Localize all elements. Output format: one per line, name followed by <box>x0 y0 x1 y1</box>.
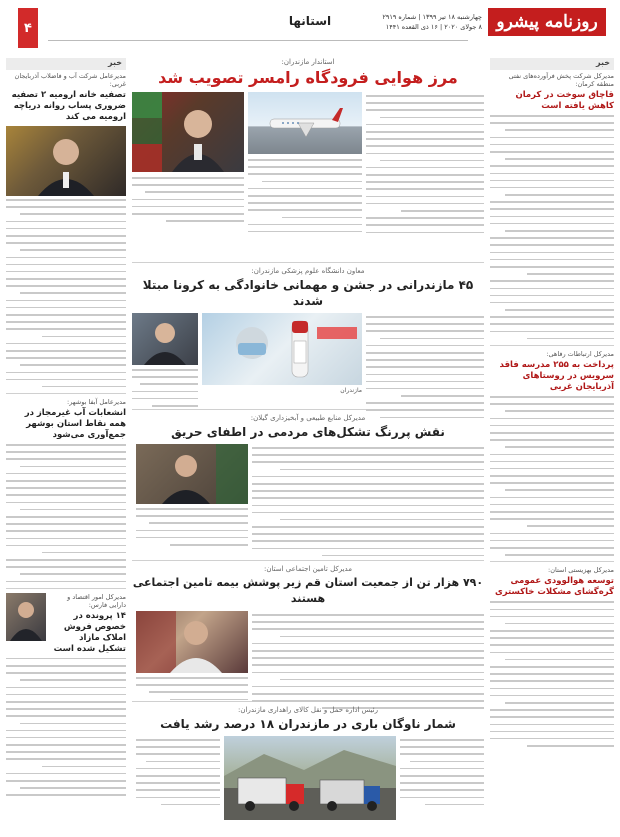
story-lede: رئیس اداره حمل و نقل کالای راهداری مازندران: <box>238 706 378 714</box>
airport-plane-photo <box>248 92 362 154</box>
date-block <box>382 12 482 32</box>
story-headline: نقش پررنگ تشکل‌های مردمی در اطفای حریق <box>171 425 445 439</box>
story-headline: ۴۵ مازندرانی در جشن و مهمانی خانوادگی به کرونا مبتلا شدند <box>142 278 474 308</box>
truck-icon <box>224 736 396 820</box>
story-headline: ۱۴ پرونده در خصوص فروش املاک مازاد تشکیل شده است <box>53 610 126 654</box>
portrait-icon <box>136 611 248 673</box>
test-tube-icon <box>202 313 362 385</box>
official-portrait <box>136 611 248 673</box>
story-body <box>6 658 126 796</box>
story-kicker: مدیرکل امور اقتصاد و دارایی فارس: <box>67 592 126 609</box>
date-line-1: چهارشنبه ۱۸ تیر ۱۳۹۹ | شماره ۲۹۱۹ <box>382 13 482 21</box>
center-story-1 <box>132 58 484 258</box>
trucks-photo <box>224 736 396 820</box>
portrait-icon <box>132 313 198 365</box>
photo-caption: مازندران <box>340 387 362 394</box>
center-story-2 <box>132 267 484 405</box>
governor-portrait <box>132 92 244 172</box>
official-portrait <box>132 313 198 365</box>
date-line-2: ۸ جولای ۲۰۲۰ | ۱۶ ذی القعده ۱۴۴۱ <box>385 23 482 31</box>
airplane-icon <box>248 92 362 154</box>
divider <box>6 588 126 589</box>
right-story-3 <box>490 566 614 746</box>
right-column <box>490 72 614 832</box>
story-body-col <box>366 92 484 247</box>
official-portrait <box>136 444 248 504</box>
left-story-1 <box>6 72 126 387</box>
left-story-2 <box>6 398 126 582</box>
story-headline: ۷۹۰ هزار تن از جمعیت استان قم زیر پوشش بیمه تامین اجتماعی هستند <box>132 576 484 605</box>
story-kicker: مدیرکل شرکت پخش فرآورده‌های نفتی منطقه کرمان: <box>508 72 614 88</box>
right-story-2 <box>490 350 614 556</box>
story-kicker: مدیرعامل آبفا بوشهر: <box>67 398 126 407</box>
story-kicker: مدیرکل بهزیستی استان: <box>548 566 614 575</box>
masthead-rule <box>48 40 468 41</box>
official-portrait <box>6 126 126 196</box>
center-story-5 <box>132 706 484 833</box>
masthead <box>0 0 620 52</box>
divider <box>132 262 484 263</box>
left-column <box>6 72 126 832</box>
portrait-icon <box>6 593 46 641</box>
divider <box>6 393 126 394</box>
story-headline: انشعابات آب غیرمجاز در همه نقاط استان بوشهر جمع‌آوری می‌شود <box>24 408 126 441</box>
center-story-3 <box>132 414 484 556</box>
story-body <box>490 115 614 339</box>
story-headline: شمار ناوگان باری در مازندران ۱۸ درصد رشد یافت <box>160 717 456 731</box>
story-headline: مرز هوایی فرودگاه رامسر تصویب شد <box>158 68 458 87</box>
portrait-icon <box>132 92 244 172</box>
story-lede: مدیرکل تامین اجتماعی استان: <box>264 565 352 573</box>
covid-test-photo <box>202 313 362 385</box>
left-column-label: خبر <box>6 58 126 70</box>
story-headline: توسعه هوالوودی عمومی گره‌گشای مشکلات خاکستری <box>494 576 614 598</box>
right-column-label: خبر <box>490 58 614 70</box>
portrait-icon <box>136 444 248 504</box>
divider <box>490 561 614 562</box>
story-body <box>490 396 614 556</box>
official-portrait <box>6 593 46 641</box>
newspaper-logo: روزنامه پیشرو <box>488 8 606 36</box>
story-lede: معاون دانشگاه علوم پزشکی مازندران: <box>251 267 365 275</box>
center-column <box>132 58 484 833</box>
story-kicker: مدیرعامل شرکت آب و فاضلاب آذربایجان غربی: <box>14 72 126 88</box>
story-kicker: مدیرکل ارتباطات رفاهی: <box>546 350 614 358</box>
story-body <box>6 444 126 582</box>
story-lede: مدیرکل منابع طبیعی و آبخیزداری گیلان: <box>250 414 366 422</box>
story-headline: قاچاق سوخت در کرمان کاهش یافته است <box>515 90 614 111</box>
divider <box>490 345 614 346</box>
story-body <box>6 199 126 387</box>
center-story-4 <box>132 565 484 697</box>
story-body <box>490 601 614 746</box>
story-lede: استاندار مازندران: <box>281 58 335 66</box>
story-headline: تصفیه خانه ارومیه ۲ تصفیه ضروری پساب روانه دریاچه ارومیه می کند <box>11 90 126 122</box>
story-headline: پرداخت به ۲۵۵ مدرسه فاقد سرویس در روستاهای آذربایجان غربی <box>499 360 614 392</box>
right-story-1 <box>490 72 614 339</box>
portrait-icon <box>6 126 126 196</box>
left-story-3 <box>6 593 126 796</box>
section-title: استانها <box>288 14 332 28</box>
page-number: ۴ <box>18 8 38 48</box>
